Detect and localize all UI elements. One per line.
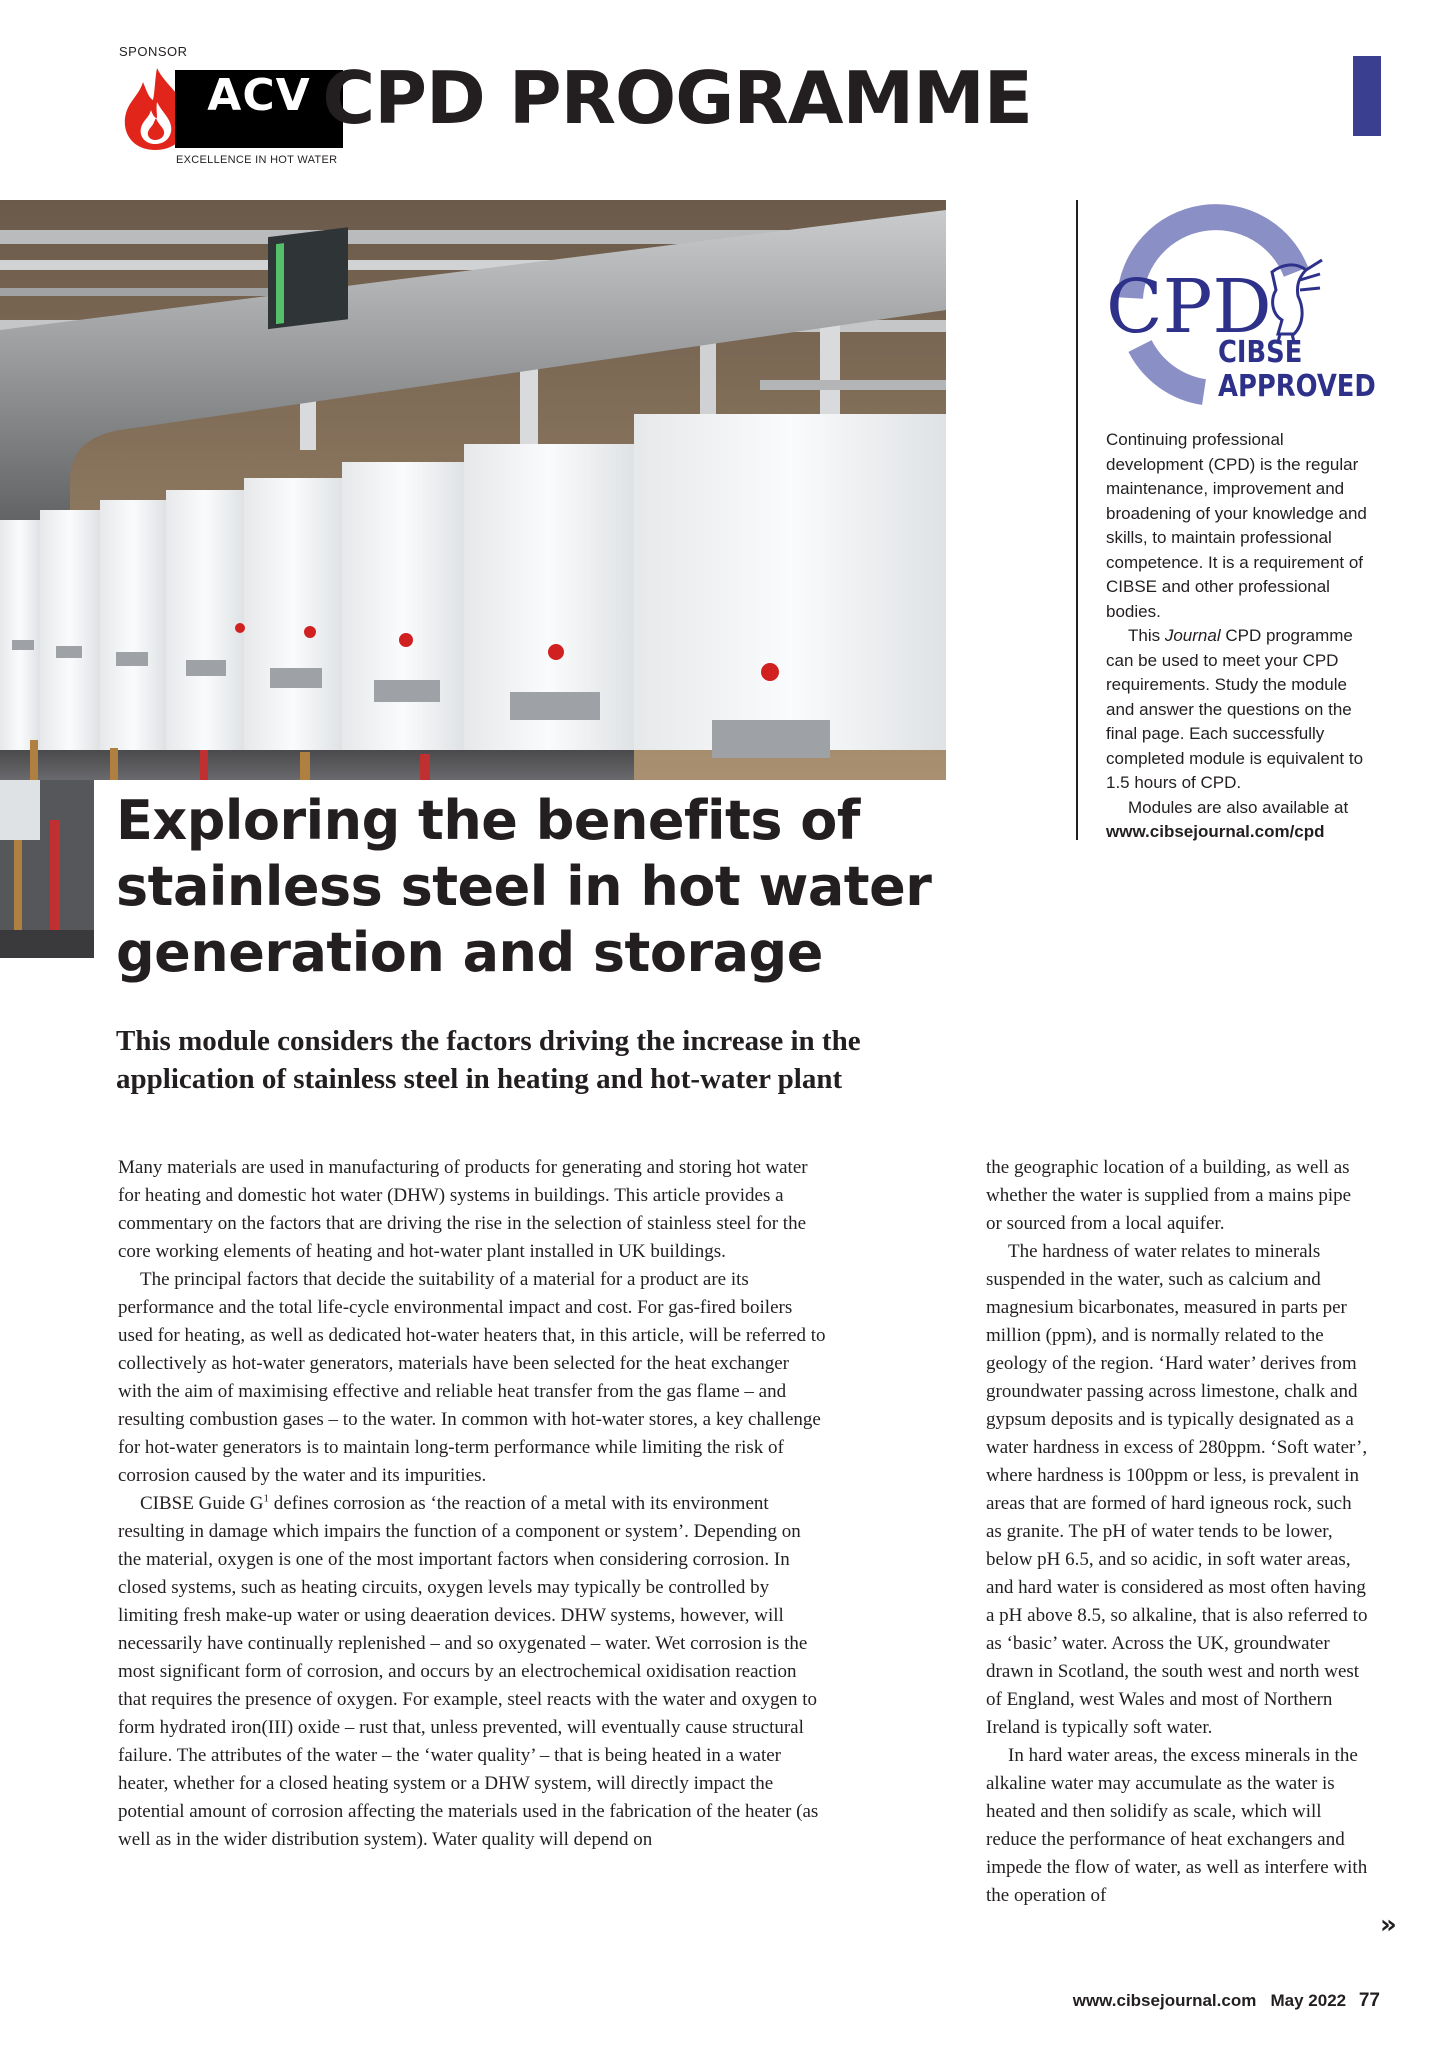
acv-logo xyxy=(119,66,343,170)
page-number: 77 xyxy=(1358,1990,1380,2011)
journal-emphasis: Journal xyxy=(1164,626,1221,645)
body-column-left xyxy=(118,1154,826,1854)
article-headline: Exploring the benefits of stainless steel in hot water generation and storage xyxy=(116,789,932,984)
cpd-url-link[interactable]: www.cibsejournal.com/cpd xyxy=(1106,822,1325,841)
article-standfirst: This module considers the factors driving the increase in the application of stainless steel in heating and hot-water plant xyxy=(116,1025,861,1095)
boiler-room-photo-edge xyxy=(0,780,94,958)
body-paragraph: the geographic location of a building, as well as whether the water is supplied from a mains pipe or sourced from a local aquifer. xyxy=(986,1157,1352,1234)
liver-bird-icon xyxy=(1272,260,1322,342)
body-paragraph: CIBSE Guide $G^1$ defines corrosion as ‘the reaction of a metal with its environment resulting in damage which impairs the function of a component or system’. Depending on the material, oxygen is one of the most important factors when considering corrosion. In closed systems, such as heating circuits, oxygen levels may typically be controlled by limiting fresh make-up water or using deaeration devices. DHW systems, however, will necessarily have continually replenished – and so oxygenated – water. Wet corrosion is the most significant form of corrosion, and occurs by an electrochemical oxidisation reaction that requires the presence of oxygen. For example, steel reacts with the water and oxygen to form hydrated iron(III) oxide – rust that, unless prevented, will eventually cause structural failure. The attributes of the water – the ‘water quality’ – that is being heated in a water heater, whether for a closed heating system or a DHW system, will directly impact the potential amount of corrosion affecting the materials used in the fabrication of the heater (as well as in the wider distribution system). Water quality will depend on xyxy=(118,1492,819,1850)
sponsor-label: SPONSOR xyxy=(119,44,188,59)
badge-line1: CIBSE xyxy=(1218,334,1303,370)
page-footer xyxy=(1073,1990,1380,2012)
badge-main-text: CPD xyxy=(1106,264,1272,350)
logo-tagline: EXCELLENCE IN HOT WATER xyxy=(176,154,338,166)
footer-url[interactable]: www.cibsejournal.com xyxy=(1072,1991,1257,2010)
sidebar-para-1: Continuing professional development (CPD) is the regular maintenance, improvement and broadening of your knowledge and skills, to maintain professional competence. It is a requirement of CIBSE and other professional bodies. xyxy=(1106,430,1367,621)
body-paragraph: In hard water areas, the excess minerals in the alkaline water may accumulate as the water is heated and then solidify as scale, which will reduce the performance of heat exchangers and impede the flow of water, as well as interfere with the operation of xyxy=(986,1745,1368,1906)
cpd-sidebar xyxy=(1106,428,1376,845)
cpd-cibse-approved-badge xyxy=(1100,200,1376,410)
sidebar-para-2: This Journal CPD programme can be used to meet your CPD requirements. Study the module and answer the questions on the final page. Each successfully completed module is equivalent to 1.5 hours of CPD. xyxy=(1106,626,1364,792)
body-column-right xyxy=(986,1154,1370,1910)
footnote-ref: 1 xyxy=(263,1492,269,1505)
section-title: CPD PROGRAMME xyxy=(322,56,1032,140)
continue-arrow-icon: » xyxy=(1380,1910,1397,1940)
logo-wordmark: ACV xyxy=(207,70,311,121)
body-paragraph: The hardness of water relates to minerals suspended in the water, such as calcium and magnesium bicarbonates, measured in parts per million (ppm), and is normally related to the geology of the region. ‘Hard water’ derives from groundwater passing across limestone, chalk and gypsum deposits and is typically designated as a water hardness in excess of 280ppm. ‘Soft water’, where hardness is 100ppm or less, is prevalent in areas that are formed of hard igneous rock, such as granite. The pH of water tends to be lower, below pH 6.5, and so acidic, in soft water areas, and hard water is considered as most often having a pH above 8.5, so alkaline, that is also referred to as ‘basic’ water. Across the UK, groundwater drawn in Scotland, the south west and north west of England, west Wales and most of Northern Ireland is typically soft water. xyxy=(986,1241,1368,1738)
boiler-room-photo xyxy=(0,200,946,780)
accent-bar xyxy=(1353,56,1381,136)
column-divider xyxy=(1076,200,1078,840)
badge-line2: APPROVED xyxy=(1218,368,1376,404)
body-paragraph: The principal factors that decide the suitability of a material for a product are its performance and the total life-cycle environmental impact and cost. For gas-fired boilers used for heating, as well as dedicated hot-water heaters that, in this article, will be referred to collectively as hot-water generators, materials have been selected for the heat exchanger with the aim of maximising effective and reliable heat transfer from the gas flame – and resulting combustion gases – to the water. In common with hot-water stores, a key challenge for hot-water generators is to maintain long-term performance while limiting the risk of corrosion caused by the water and its impurities. xyxy=(118,1269,826,1486)
sidebar-para-3: Modules are also available at xyxy=(1128,797,1349,817)
footer-issue: May 2022 xyxy=(1270,1991,1347,2010)
body-paragraph: Many materials are used in manufacturing of products for generating and storing hot water for heating and domestic hot water (DHW) systems in buildings. This article provides a commentary on the factors that are driving the rise in the selection of stainless steel for the core working elements of heating and hot-water plant installed in UK buildings. xyxy=(118,1157,808,1262)
